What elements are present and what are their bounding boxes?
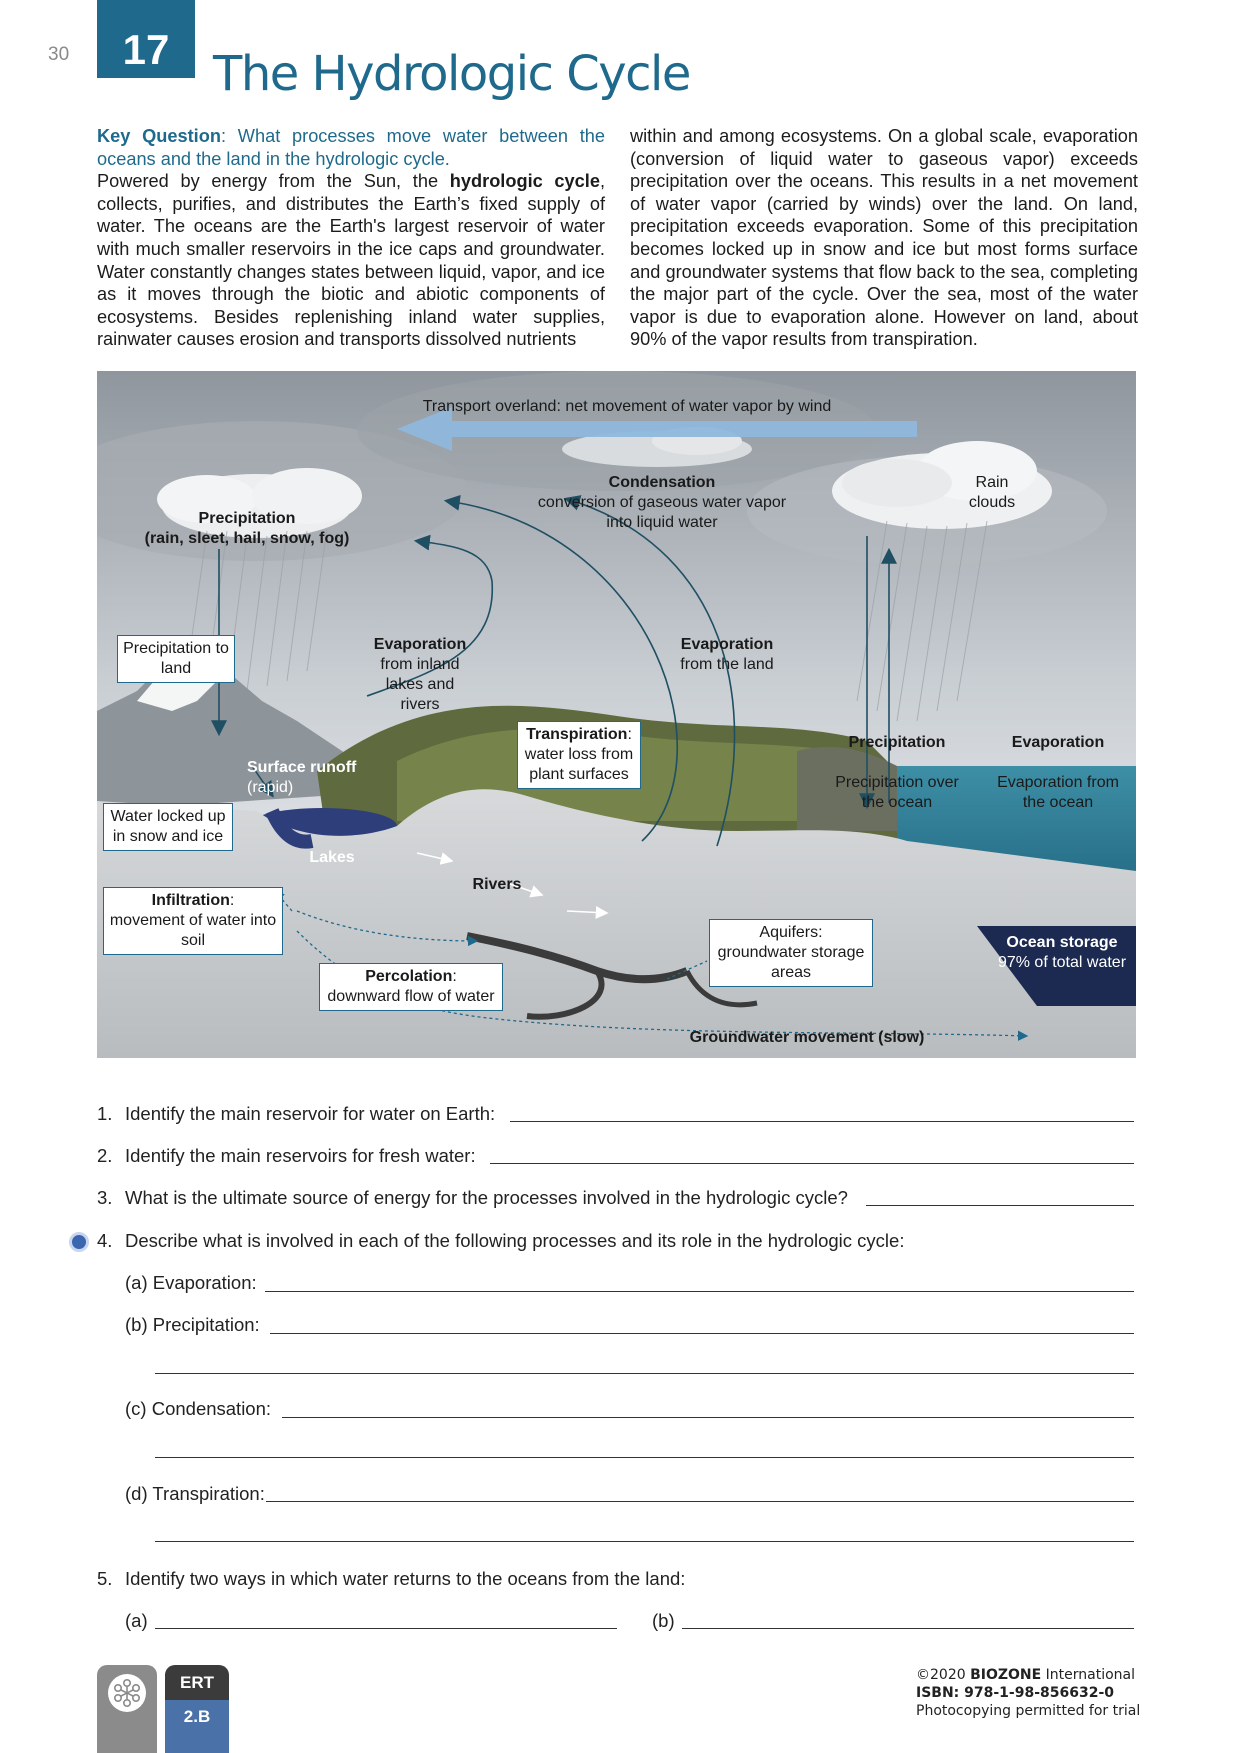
question-4: 4. Describe what is involved in each of the following processes and its role in the hydrologic cycle: [97,1230,905,1251]
groundwater-label: Groundwater movement (slow) [689,1029,925,1046]
answer-line-q4b-1[interactable] [270,1333,1134,1334]
activity-number: 17 [97,0,195,78]
concept-tab [97,1665,157,1753]
question-2: 2. Identify the main reservoirs for fresh water: [97,1145,476,1166]
answer-line-q3[interactable] [866,1205,1134,1206]
ocean-storage-label: Ocean storage 97% of total water [997,934,1127,971]
curriculum-code-tab [165,1665,229,1753]
intro-left-column: Key Question: What processes move water between the oceans and the land in the hydrologic cycle. Powered by energy from the Sun, the hydrologic cycle, collects, purifies, and distributes the Earth’s fixed supply of water. The oceans are the Earth's largest reservoir of water with much smaller reservoirs in the ice caps and groundwater. Water constantly changes states between liquid, vapor, and ice as it moves through the biotic and abiotic components of ecosystems. Besides replenishing inland water supplies, rainwater causes erosion and transports dissolved nutrients [97,126,606,350]
percolation-label: Percolation: downward flow of water [319,963,503,1011]
code-bottom: 2.B [165,1700,229,1753]
intro-right-column: within and among ecosystems. On a global scale, evaporation (conversion of liquid water to gaseous vapor) exceeds precipitation over the oceans. This results in a net movement of water vapor (carried by winds) over the land. On land, precipitation exceeds evaporation. Some of this precipitation becomes locked up in snow and ice but most forms surface and groundwater systems that flow back to the sea, completing the major part of the cycle. Over the sea, most of the water vapor is due to evaporation alone. However on land, about 90% of the vapor results from transpiration. [630,126,1138,350]
answer-line-q1[interactable] [510,1121,1134,1122]
question-marker-icon [69,1232,89,1252]
rain-clouds-label: Rain clouds [968,474,1016,511]
answer-line-q4d-2[interactable] [155,1541,1134,1542]
question-4b: (b) Precipitation: [125,1314,260,1335]
condensation-label: Condensation conversion of gaseous water vapor into liquid water [537,474,787,531]
question-5b: (b) [652,1610,675,1631]
precipitation-ocean-label: Precipitation Precipitation over the ocean [835,734,959,811]
key-question: Key Question: What processes move water between the oceans and the land in the hydrologic cycle. [97,126,606,169]
aquifers-label: Aquifers: groundwater storage areas [709,919,873,987]
answer-line-q5b[interactable] [682,1628,1134,1629]
precipitation-label: Precipitation (rain, sleet, hail, snow, fog) [144,510,350,547]
question-4a: (a) Evaporation: [125,1272,257,1293]
answer-line-q4c-2[interactable] [155,1457,1134,1458]
evaporation-land-label: Evaporation from the land [680,636,774,673]
code-top: ERT [165,1665,229,1700]
evaporation-ocean-label: Evaporation Evaporation from the ocean [997,734,1119,811]
question-4d: (d) Transpiration: [125,1483,265,1504]
page-number: 30 [48,44,70,65]
hydrologic-cycle-diagram [97,371,1136,1058]
answer-line-q4c-1[interactable] [282,1417,1134,1418]
question-4c: (c) Condensation: [125,1398,272,1419]
surface-runoff-label: Surface runoff (rapid) [247,759,357,796]
transport-label: Transport overland: net movement of water vapor by wind [422,398,832,415]
evaporation-inland-label: Evaporation from inland lakes and rivers [373,636,467,713]
rivers-label: Rivers [472,876,522,893]
snow-ice-label: Water locked up in snow and ice [103,803,233,851]
precipitation-to-land-label: Precipitation to land [117,635,235,683]
answer-line-q4a[interactable] [265,1291,1134,1292]
question-3: 3. What is the ultimate source of energy for the processes involved in the hydrologic cycle? [97,1187,848,1208]
answer-line-q4b-2[interactable] [155,1373,1134,1374]
answer-line-q2[interactable] [490,1163,1134,1164]
answer-line-q5a[interactable] [155,1628,617,1629]
copyright-block: ©2020 BIOZONE International ISBN: 978-1-98-856632-0 Photocopying permitted for trial [916,1667,1141,1719]
page-title: The Hydrologic Cycle [213,46,690,102]
question-1: 1. Identify the main reservoir for water on Earth: [97,1103,496,1124]
infiltration-label: Infiltration: movement of water into soil [103,887,283,955]
lakes-label: Lakes [309,849,355,866]
transpiration-label: Transpiration: water loss from plant surfaces [517,721,641,789]
molecule-network-icon [97,1665,157,1725]
answer-line-q4d-1[interactable] [266,1501,1134,1502]
question-5a: (a) [125,1610,148,1631]
question-5: 5. Identify two ways in which water returns to the oceans from the land: [97,1568,686,1589]
